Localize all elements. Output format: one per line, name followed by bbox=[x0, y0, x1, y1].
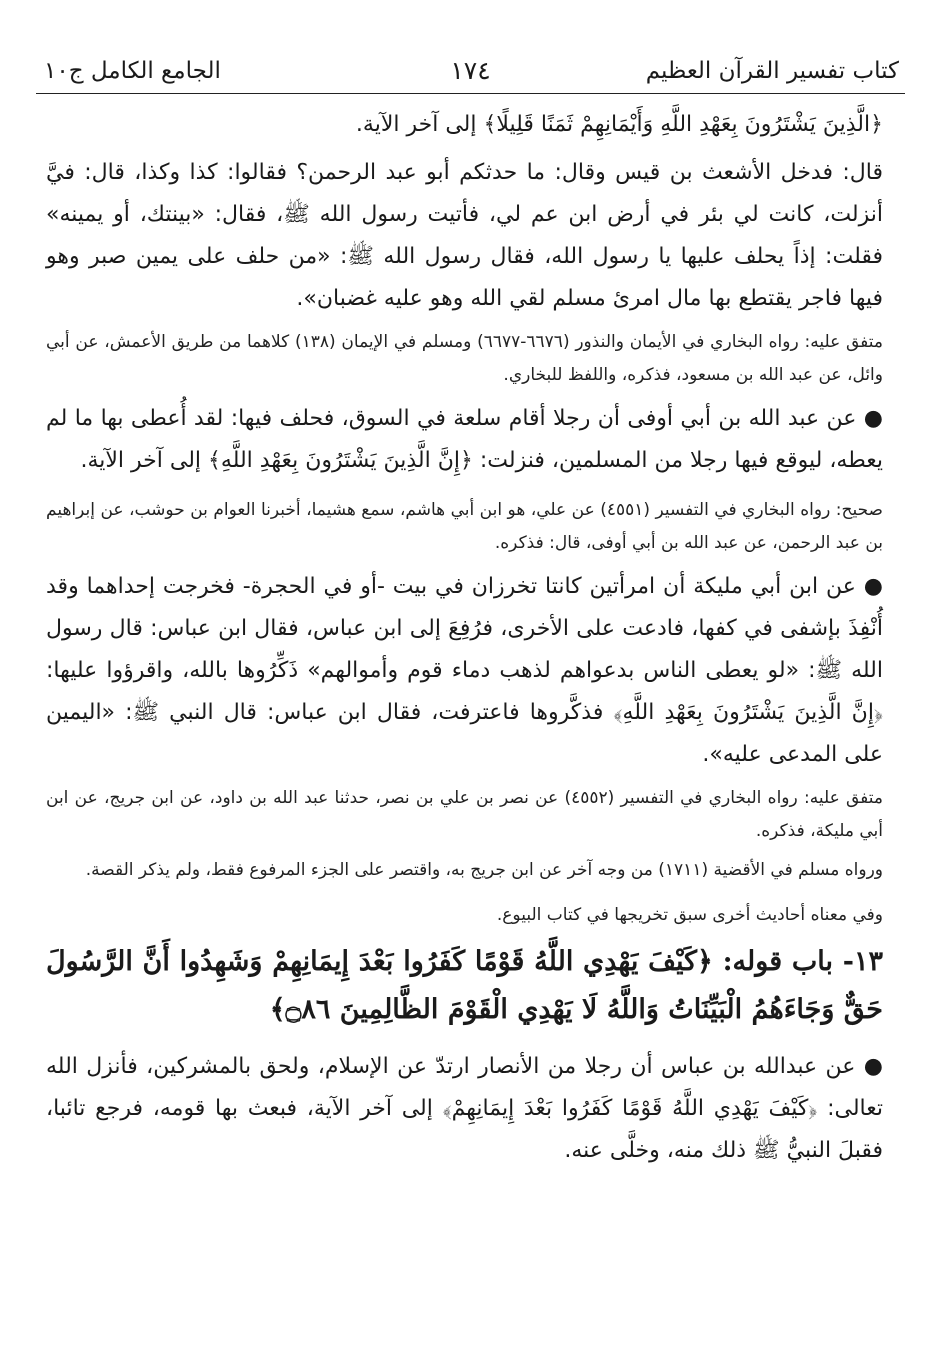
chapter-heading: ١٣- باب قوله: ﴿كَيْفَ يَهْدِي اللَّهُ قَوْمًا كَفَرُوا بَعْدَ إِيمَانِهِمْ وَشَهِدُوا أَنَّ الرَّسُولَ حَقٌّ وَجَاءَهُمُ الْبَيِّنَاتُ وَاللَّهُ لَا يَهْدِي الْقَوْمَ الظَّالِمِينَ ۝٨٦﴾ bbox=[46, 946, 883, 1025]
hadith-reference: متفق عليه: رواه البخاري في التفسير (٤٥٥٢) عن نصر بن علي بن نصر، حدثنا عبد الله بن داود، عن ابن جريج، عن ابن أبي مليكة، فذكره. bbox=[46, 788, 884, 841]
quran-verse-continuation: ﴿الَّذِينَ يَشْتَرُونَ بِعَهْدِ اللَّهِ وَأَيْمَانِهِمْ ثَمَنًا قَلِيلًا﴾ إلى آخر الآية. bbox=[355, 112, 883, 137]
page-header bbox=[36, 52, 905, 92]
book-title: كتاب تفسير القرآن العظيم bbox=[645, 58, 899, 84]
hadith-reference: متفق عليه: رواه البخاري في الأيمان والنذور (٦٦٧٦-٦٦٧٧) ومسلم في الإيمان (١٣٨) كلاهما من طريق الأعمش، عن أبي وائل، عن عبد الله بن مسعود، فذكره، واللفظ للبخاري. bbox=[46, 332, 883, 385]
hadith-paragraph: ● عن عبدالله بن عباس أن رجلا من الأنصار ارتدّ عن الإسلام، ولحق بالمشركين، فأنزل الله تعالى: ﴿كَيْفَ يَهْدِي اللَّهُ قَوْمًا كَفَرُوا بَعْدَ إِيمَانِهِمْ﴾ إلى آخر الآية، فبعث بها قومه، فرجع تائبا، فقبلَ النبيُّ ﷺ ذلك منه، وخلَّى عنه. bbox=[46, 1054, 883, 1163]
hadith-paragraph: ● عن ابن أبي مليكة أن امرأتين كانتا تخرزان في بيت -أو في الحجرة- فخرجت إحداهما وقد أُنْفِذَ بإشفى في كفها، فادعت على الأخرى، فرُفِعَ إلى ابن عباس، فقال ابن عباس: قال رسول الله ﷺ: «لو يعطى الناس بدعواهم لذهب دماء قوم وأموالهم» ذَكِّرُوها بالله، واقرؤوا عليها: ﴿إِنَّ الَّذِينَ يَشْتَرُونَ بِعَهْدِ اللَّهِ﴾ فذكَّروها فاعترفت، فقال ابن عباس: قال النبي ﷺ: «اليمين على المدعى عليه». bbox=[46, 574, 883, 767]
hadith-paragraph: ● عن عبد الله بن أبي أوفى أن رجلا أقام سلعة في السوق، فحلف فيها: لقد أُعطى بها ما لم يعطه، ليوقع فيها رجلا من المسلمين، فنزلت: ﴿إِنَّ الَّذِينَ يَشْتَرُونَ بِعَهْدِ اللَّهِ﴾ إلى آخر الآية. bbox=[46, 406, 883, 473]
volume-title: الجامع الكامل ج١٠ bbox=[44, 58, 221, 84]
hadith-paragraph: قال: فدخل الأشعث بن قيس وقال: ما حدثكم أبو عبد الرحمن؟ فقالوا: كذا وكذا، قال: فيَّ أنزلت، كانت لي بئر في أرض ابن عم لي، فأتيت رسول الله ﷺ، فقال: «بينتك، أو يمينه» فقلت: إذاً يحلف عليها يا رسول الله، فقال رسول الله ﷺ: «من حلف على يمين صبر وهو فيها فاجر يقتطع بها مال امرئ مسلم لقي الله وهو عليه غضبان». bbox=[46, 160, 883, 311]
hadith-reference: صحيح: رواه البخاري في التفسير (٤٥٥١) عن علي، هو ابن أبي هاشم، سمع هشيما، أخبرنا العوام بن حوشب، عن إبراهيم بن عبد الرحمن، عن عبد الله بن أبي أوفى، قال: فذكره. bbox=[46, 500, 883, 553]
header-divider bbox=[36, 93, 905, 94]
page-body bbox=[46, 104, 883, 1172]
page-number: ١٧٤ bbox=[450, 56, 491, 85]
hadith-reference: وفي معناه أحاديث أخرى سبق تخريجها في كتاب البيوع. bbox=[496, 905, 883, 925]
hadith-reference: ورواه مسلم في الأقضية (١٧١١) من وجه آخر عن ابن جريج به، واقتصر على الجزء المرفوع فقط، ولم يذكر القصة. bbox=[85, 860, 883, 880]
